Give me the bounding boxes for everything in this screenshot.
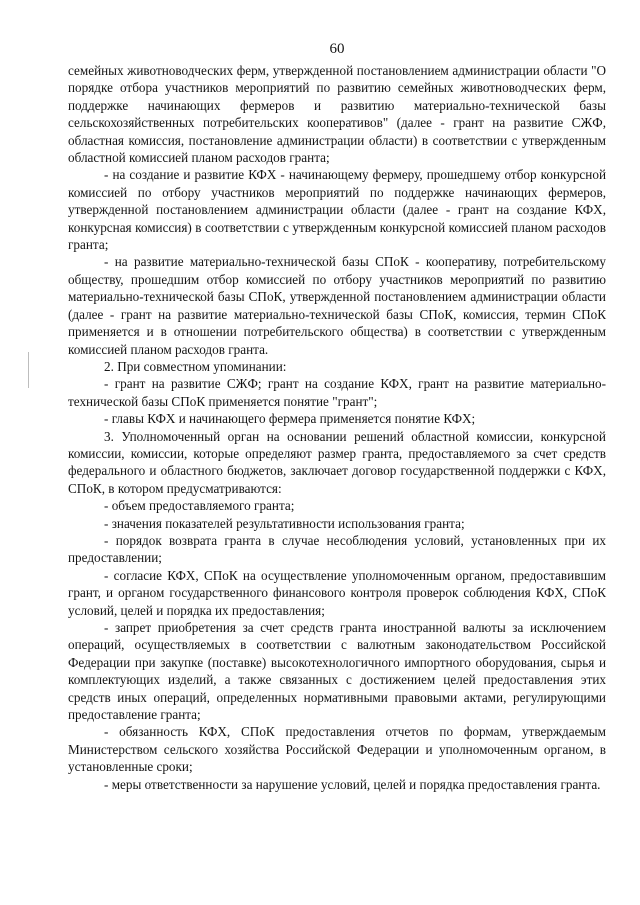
list-item-reporting: - обязанность КФХ, СПоК предоставления отчетов по формам, утверждаемым Министерством сельского хозяйства Российской Федерации и уполномоченным органом, в установленные сроки; [68, 724, 606, 775]
list-item-grant-amount: - объем предоставляемого гранта; [104, 498, 295, 514]
paragraph-section-3: 3. Уполномоченный орган на основании решений областной комиссии, конкурсной комиссии, комиссии, которые определяют размер гранта, предоставляемого за счет средств федерального и областного бюджетов, заключает договор государственной поддержки с КФХ, СПоК, в котором предусматриваются: [68, 428, 606, 496]
paragraph-grant-term: - грант на развитие СЖФ; грант на создание КФХ, грант на развитие материально-технической базы СПоК применяется понятие "грант"; [68, 376, 606, 409]
paragraph-grant-spok: - на развитие материально-технической базы СПоК - кооперативу, потребительскому обществу, прошедшим отбор комиссией по отбору участников мероприятий по развитию материально-технической базы СПоК, утвержденной постановлением администрации области (далее - грант на развитие материально-технической базы СПоК, комиссия, термин СПоК применяется и в отношении потребительского общества) в соответствии с утвержденным комиссией планом расходов гранта. [68, 254, 606, 357]
paragraph-continuation: семейных животноводческих ферм, утвержденной постановлением администрации области "О порядке отбора участников мероприятий по развитию семейных животноводческих ферм, поддержке начинающих фермеров и развитию материально-технической базы сельскохозяйственных потребительских кооперативов" (далее - грант на развитие СЖФ, областная комиссия, постановление администрации области) в соответствии с утвержденным областной комиссией планом расходов гранта; [68, 63, 606, 166]
list-item-indicators: - значения показателей результативности использования гранта; [104, 515, 465, 531]
paragraph-section-2: 2. При совместном упоминании: [104, 358, 287, 374]
list-item-refund-procedure: - порядок возврата гранта в случае несоблюдения условий, установленных при их предоставлении; [68, 532, 606, 566]
paragraph-grant-kfh: - на создание и развитие КФХ - начинающему фермеру, прошедшему отбор конкурсной комиссией по отбору участников мероприятий по поддержке начинающих фермеров, утвержденной постановлением администрации области (далее - грант на создание КФХ, конкурсная комиссия) в соответствии с утвержденным конкурсной комиссией планом расходов гранта; [68, 167, 606, 253]
page-number: 60 [329, 41, 345, 57]
list-item-currency-ban: - запрет приобретения за счет средств гранта иностранной валюты за исключением операций, осуществляемых в соответствии с валютным законодательством Российской Федерации при закупке (поставке) высокотехнологичного импортного оборудования, сырья и комплектующих изделий, а также связанных с достижением целей предоставления этих средств иных операций, определенных нормативными правовыми актами, регулирующими предоставление гранта; [68, 620, 606, 723]
scan-margin-mark [28, 352, 29, 388]
list-item-consent: - согласие КФХ, СПоК на осуществление уполномоченным органом, предоставившим грант, и органом государственного финансового контроля проверок соблюдения КФХ, СПоК условий, целей и порядка их предоставления; [68, 567, 606, 618]
paragraph-kfh-term: - главы КФХ и начинающего фермера применяется понятие КФХ; [104, 411, 476, 427]
document-body [68, 62, 606, 793]
list-item-liability: - меры ответственности за нарушение условий, целей и порядка предоставления гранта. [104, 776, 601, 792]
